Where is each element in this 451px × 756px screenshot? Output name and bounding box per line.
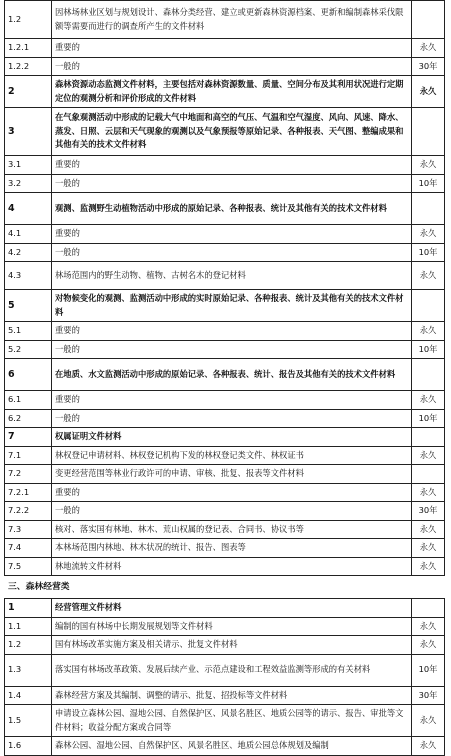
item-description: 权属证明文件材料 — [52, 428, 412, 447]
item-code: 7.4 — [5, 539, 52, 558]
retention-term: 10年 — [412, 174, 445, 193]
item-code: 7.2.1 — [5, 483, 52, 502]
item-code: 7.2.2 — [5, 502, 52, 521]
table-row — [5, 290, 445, 322]
table-row — [5, 705, 445, 737]
table-row — [5, 76, 445, 108]
item-description: 国有林场改革实施方案及相关请示、批复文件材料 — [52, 636, 412, 655]
item-description: 森林资源动态监测文件材料，主要包括对森林资源数量、质量、空间分布及其利用状况进行定期定位的观测分析和评价形成的文件材料 — [52, 76, 412, 108]
item-code: 5.1 — [5, 322, 52, 341]
retention-term: 永久 — [412, 446, 445, 465]
table-row — [5, 599, 445, 618]
table-row — [5, 108, 445, 156]
item-code: 1.5 — [5, 705, 52, 737]
table-row — [5, 322, 445, 341]
item-description: 重要的 — [52, 322, 412, 341]
item-description: 编制的国有林场中长期发展规划等文件材料 — [52, 617, 412, 636]
item-code: 6.1 — [5, 391, 52, 410]
table-row — [5, 193, 445, 225]
item-description: 重要的 — [52, 391, 412, 410]
item-code: 7.2 — [5, 465, 52, 484]
item-description: 一般的 — [52, 409, 412, 428]
table-row — [5, 520, 445, 539]
item-code: 7 — [5, 428, 52, 447]
retention-term: 永久 — [412, 705, 445, 737]
table-row — [5, 636, 445, 655]
item-description: 观测、监测野生动植物活动中形成的原始记录、各种报表、统计及其他有关的技术文件材料 — [52, 193, 412, 225]
item-description: 在气象观测活动中形成的记载大气中地面和高空的气压、气温和空气湿度、风向、风速、降水、蒸发、日照、云层和天气现象的观测以及气象预报等原始记录、各种报表、天气图、整编成果和其他有关的技术文件材料 — [52, 108, 412, 156]
retention-term: 永久 — [412, 39, 445, 58]
table-row — [5, 617, 445, 636]
retention-term: 永久 — [412, 737, 445, 756]
retention-term: 10年 — [412, 409, 445, 428]
table-row — [5, 359, 445, 391]
item-description: 一般的 — [52, 174, 412, 193]
item-code: 5.2 — [5, 340, 52, 359]
retention-term — [412, 1, 445, 39]
item-code: 3 — [5, 108, 52, 156]
item-description: 落实国有林场改革政策、发展后续产业、示范点建设和工程效益监测等形成的有关材料 — [52, 654, 412, 686]
retention-term: 永久 — [412, 262, 445, 290]
retention-term: 10年 — [412, 340, 445, 359]
item-description: 申请设立森林公园、湿地公园、自然保护区、风景名胜区、地质公园等的请示、报告、审批等文件材料；收益分配方案或合同等 — [52, 705, 412, 737]
retention-term: 永久 — [412, 483, 445, 502]
item-code: 4.2 — [5, 243, 52, 262]
retention-term: 30年 — [412, 686, 445, 705]
retention-term — [412, 359, 445, 391]
item-code: 1.4 — [5, 686, 52, 705]
retention-term: 永久 — [412, 636, 445, 655]
retention-term — [412, 465, 445, 484]
item-description: 森林公园、湿地公园、自然保护区、风景名胜区、地质公园总体规划及编制 — [52, 737, 412, 756]
item-description: 重要的 — [52, 483, 412, 502]
table-row — [5, 502, 445, 521]
item-code: 1.1 — [5, 617, 52, 636]
table-row — [5, 39, 445, 58]
item-code: 7.1 — [5, 446, 52, 465]
item-code: 4.3 — [5, 262, 52, 290]
table-row — [5, 156, 445, 175]
item-code: 1.2 — [5, 1, 52, 39]
table-row — [5, 557, 445, 576]
table-row — [5, 737, 445, 756]
retention-term — [412, 290, 445, 322]
item-description: 林场范围内的野生动物、植物、古树名木的登记材料 — [52, 262, 412, 290]
item-code: 7.5 — [5, 557, 52, 576]
retention-term — [412, 599, 445, 618]
item-description: 一般的 — [52, 57, 412, 76]
item-code: 6.2 — [5, 409, 52, 428]
item-description: 林地流转文件材料 — [52, 557, 412, 576]
item-description: 重要的 — [52, 225, 412, 244]
item-description: 本林场范围内林地、林木状况的统计、报告、图表等 — [52, 539, 412, 558]
item-description: 一般的 — [52, 502, 412, 521]
retention-term: 永久 — [412, 225, 445, 244]
retention-term: 30年 — [412, 57, 445, 76]
table-row — [5, 446, 445, 465]
item-code: 2 — [5, 76, 52, 108]
item-description: 对物候变化的观测、监测活动中形成的实时原始记录、各种报表、统计及其他有关的技术文件材料 — [52, 290, 412, 322]
item-code: 6 — [5, 359, 52, 391]
item-description: 森林经营方案及其编制、调整的请示、批复、招投标等文件材料 — [52, 686, 412, 705]
retention-term — [412, 193, 445, 225]
document-page — [4, 0, 445, 756]
retention-term: 永久 — [412, 539, 445, 558]
item-code: 3.1 — [5, 156, 52, 175]
table-row — [5, 428, 445, 447]
item-description: 经营管理文件材料 — [52, 599, 412, 618]
table-row — [5, 1, 445, 39]
item-description: 因林场林业区划与规划设计、森林分类经营、建立或更新森林资源档案、更新和编制森林采伐限额等需要而进行的调查所产生的文件材料 — [52, 1, 412, 39]
item-description: 重要的 — [52, 39, 412, 58]
item-description: 一般的 — [52, 340, 412, 359]
item-code: 4.1 — [5, 225, 52, 244]
retention-term: 永久 — [412, 156, 445, 175]
item-description: 重要的 — [52, 156, 412, 175]
retention-term — [412, 428, 445, 447]
retention-term: 10年 — [412, 654, 445, 686]
item-code: 1.3 — [5, 654, 52, 686]
table-row — [5, 243, 445, 262]
retention-term — [412, 108, 445, 156]
table-row — [5, 262, 445, 290]
retention-term: 永久 — [412, 520, 445, 539]
retention-term: 永久 — [412, 391, 445, 410]
section-heading: 三、森林经营类 — [8, 582, 70, 592]
item-code: 1.6 — [5, 737, 52, 756]
retention-term: 永久 — [412, 322, 445, 341]
item-code: 3.2 — [5, 174, 52, 193]
retention-term: 30年 — [412, 502, 445, 521]
item-description: 一般的 — [52, 243, 412, 262]
item-code: 4 — [5, 193, 52, 225]
table-row — [5, 686, 445, 705]
table-row — [5, 340, 445, 359]
item-code: 1.2.1 — [5, 39, 52, 58]
item-code: 1.2.2 — [5, 57, 52, 76]
item-code: 5 — [5, 290, 52, 322]
item-description: 林权登记申请材料、林权登记机构下发的林权登记类文件、林权证书 — [52, 446, 412, 465]
table-row — [5, 483, 445, 502]
item-code: 1 — [5, 599, 52, 618]
table-row — [5, 539, 445, 558]
retention-term: 永久 — [412, 557, 445, 576]
table-row — [5, 391, 445, 410]
retention-table-forest-management — [4, 598, 445, 756]
item-code: 7.3 — [5, 520, 52, 539]
retention-term: 永久 — [412, 617, 445, 636]
item-description: 变更经营范围等林业行政许可的申请、审核、批复、报表等文件材料 — [52, 465, 412, 484]
table-row — [5, 409, 445, 428]
item-description: 在地质、水文监测活动中形成的原始记录、各种报表、统计、报告及其他有关的技术文件材料 — [52, 359, 412, 391]
item-code: 1.2 — [5, 636, 52, 655]
table-row — [5, 465, 445, 484]
table-row — [5, 654, 445, 686]
retention-table-top — [4, 0, 445, 576]
item-description: 核对、落实国有林地、林木、荒山权属的登记表、合同书、协议书等 — [52, 520, 412, 539]
table-row — [5, 57, 445, 76]
retention-term: 10年 — [412, 243, 445, 262]
retention-term: 永久 — [412, 76, 445, 108]
table-row — [5, 225, 445, 244]
table-row — [5, 174, 445, 193]
